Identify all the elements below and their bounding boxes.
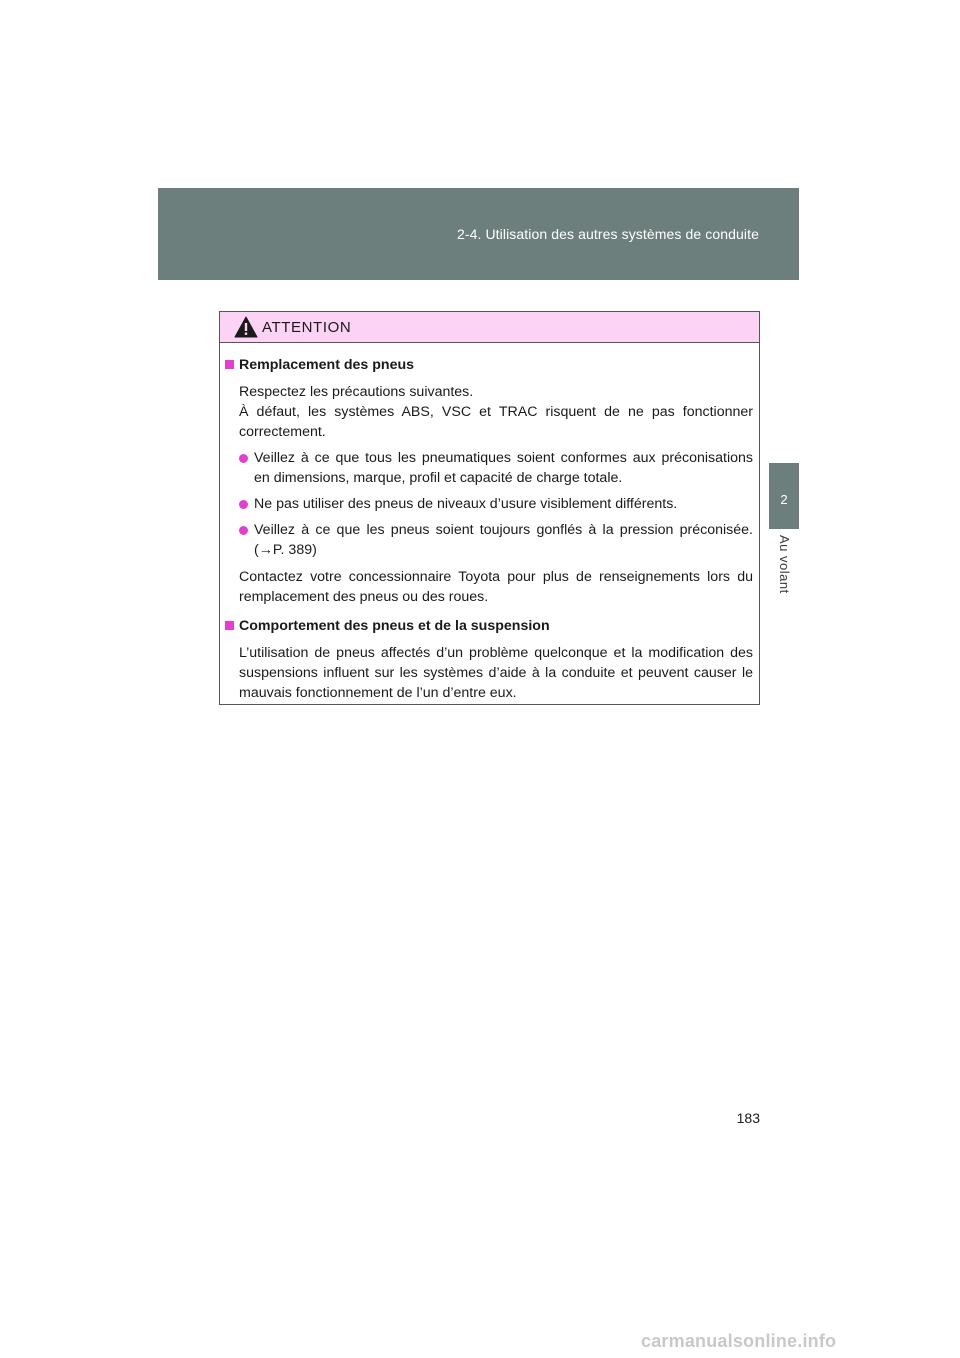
chapter-tab [769,463,799,529]
watermark: carmanualsonline.info [641,1331,837,1351]
caution-body [220,343,759,703]
warning-triangle-icon [234,316,258,338]
section-heading-tire-replacement [224,355,753,375]
body-paragraph: L’utilisation de pneus affectés d’un problème quelconque et la modification des suspensions influent sur les systèmes d’aide à la conduite et peuvent causer le mauvais fonctionnement de l’un d’entre eux. [239,645,753,701]
chapter-label: Au volant [777,535,792,594]
list-item-text: Veillez à ce que les pneus soient toujours gonflés à la pression préconisée. (→P. 389) [254,522,753,558]
round-bullet-icon [239,526,248,535]
outro-paragraph: Contactez votre concessionnaire Toyota pour plus de renseignements lors du remplacement des pneus ou des roues. [239,569,753,605]
caution-box [219,311,760,705]
chapter-number: 2 [780,492,788,507]
page-number: 183 [736,1110,760,1126]
list-item-text: Veillez à ce que tous les pneumatiques soient conformes aux préconisations en dimensions, marque, profil et capacité de charge totale. [254,450,753,486]
intro-line: À défaut, les systèmes ABS, VSC et TRAC risquent de ne pas fonctionner correctement. [239,404,753,440]
chapter-header-band [158,188,799,280]
square-bullet-icon [225,360,234,369]
list-item [224,448,753,488]
round-bullet-icon [239,500,248,509]
section-heading-tire-suspension [224,616,753,636]
list-item-text: Ne pas utiliser des pneus de niveaux d’usure visiblement différents. [254,496,678,512]
list-item [224,520,753,560]
square-bullet-icon [225,621,234,630]
list-item [224,494,753,514]
intro-line: Respectez les précautions suivantes. [239,384,474,400]
section-heading-text: Comportement des pneus et de la suspension [239,618,550,634]
section-title: 2-4. Utilisation des autres systèmes de conduite [456,226,759,242]
section-heading-text: Remplacement des pneus [239,357,415,373]
caution-title: ATTENTION [262,319,352,336]
caution-header [220,312,759,343]
round-bullet-icon [239,454,248,463]
